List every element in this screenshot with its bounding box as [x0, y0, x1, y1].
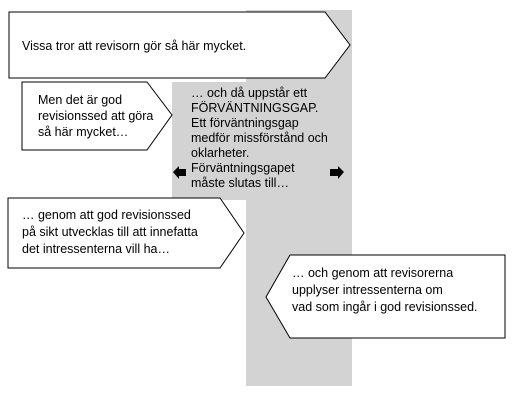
callout-text-4-line: … genom att god revisionssed	[22, 208, 191, 222]
callout-text-3	[191, 86, 328, 191]
callout-text-3-line: Förväntningsgapet	[191, 161, 295, 175]
callout-text-3-line: FÖRVÄNTNINGSGAP.	[191, 101, 319, 115]
callout-text-4	[22, 207, 198, 258]
callout-text-1	[22, 38, 246, 54]
callout-text-4-line: på sikt utvecklas till att innefatta	[22, 225, 198, 239]
callout-text-5-line: … och genom att revisorerna	[292, 266, 454, 280]
callout-text-1-line: Vissa tror att revisorn gör så här mycket.	[22, 39, 247, 53]
callout-text-5-line: vad som ingår i god revisionssed.	[292, 300, 478, 314]
callout-text-3-line: … och då uppstår ett	[191, 86, 308, 100]
callout-text-2-line: revisionssed att göra	[38, 109, 154, 123]
callout-text-2-line: Men det är god	[38, 93, 123, 107]
callout-text-3-line: Ett förväntningsgap	[191, 116, 299, 130]
callout-text-4-line: det intressenterna vill ha…	[22, 242, 170, 256]
callout-text-2	[38, 92, 153, 140]
callout-text-5-line: upplyser intressenterna om	[292, 283, 443, 297]
callout-text-5	[292, 265, 478, 316]
callout-text-3-line: måste slutas till…	[191, 176, 289, 190]
callout-text-3-line: medför missförstånd och	[191, 131, 328, 145]
callout-text-2-line: så här mycket…	[38, 125, 129, 139]
callout-text-3-line: oklarheter.	[191, 146, 250, 160]
